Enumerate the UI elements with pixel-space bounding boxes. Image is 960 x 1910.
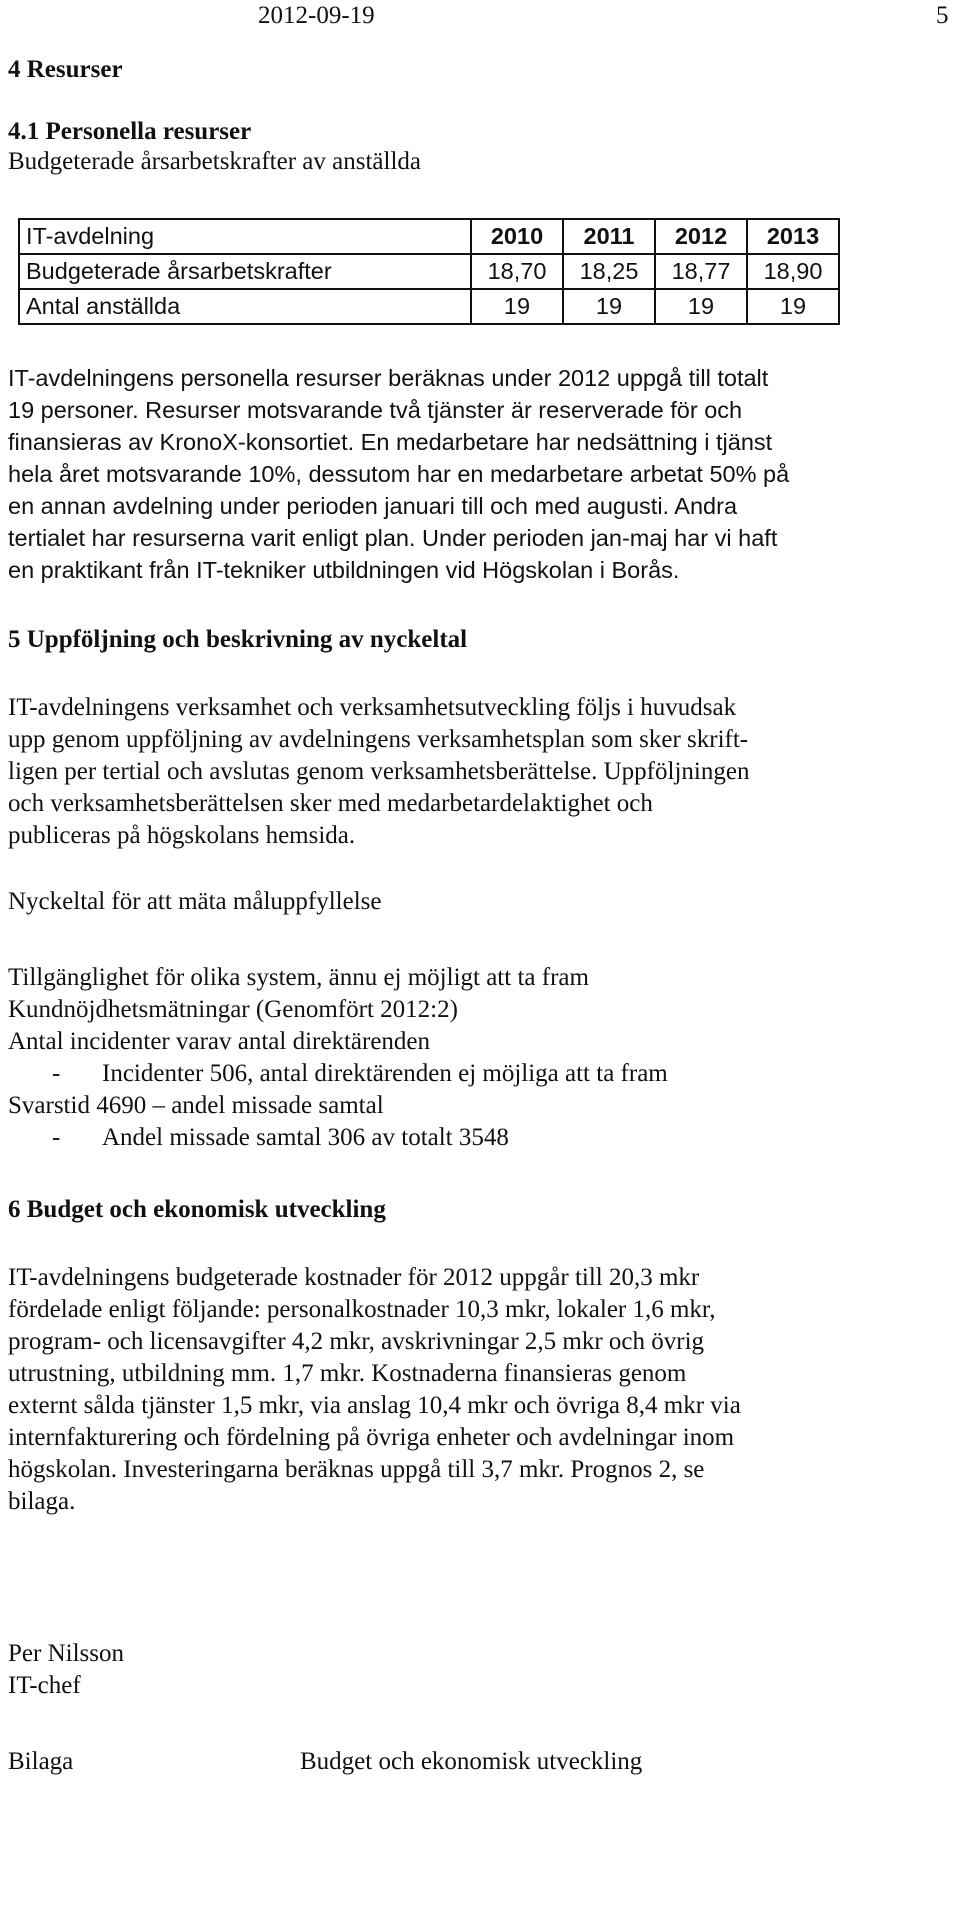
paragraph-line: fördelade enligt följande: personalkostnader 10,3 mkr, lokaler 1,6 mkr, bbox=[8, 1296, 716, 1323]
table-header-cell: 2012 bbox=[655, 219, 747, 254]
resources-table bbox=[18, 218, 840, 325]
table-cell: 19 bbox=[747, 289, 839, 324]
section-4-1-title: 4.1 Personella resurser bbox=[8, 118, 252, 145]
paragraph-line: internfakturering och fördelning på övriga enheter och avdelningar inom bbox=[8, 1424, 735, 1451]
kpi-item: Kundnöjdhetsmätningar (Genomfört 2012:2) bbox=[8, 996, 458, 1023]
paragraph-line: och verksamhetsberättelsen sker med medarbetardelaktighet och bbox=[8, 790, 653, 817]
paragraph-line: IT-avdelningens verksamhet och verksamhetsutveckling följs i huvudsak bbox=[8, 694, 737, 721]
signature-role: IT-chef bbox=[8, 1672, 81, 1699]
table-cell: 18,25 bbox=[563, 254, 655, 289]
paragraph-line: program- och licensavgifter 4,2 mkr, avskrivningar 2,5 mkr och övrig bbox=[8, 1328, 705, 1355]
table-row bbox=[19, 289, 839, 324]
paragraph-line: externt sålda tjänster 1,5 mkr, via anslag 10,4 mkr och övriga 8,4 mkr via bbox=[8, 1392, 741, 1419]
paragraph-line: en praktikant från IT-tekniker utbildningen vid Högskolan i Borås. bbox=[8, 557, 680, 583]
table-header-cell: 2010 bbox=[471, 219, 563, 254]
bullet-dash: - bbox=[52, 1060, 61, 1087]
table-cell: 19 bbox=[655, 289, 747, 324]
section-6-title: 6 Budget och ekonomisk utveckling bbox=[8, 1196, 386, 1223]
paragraph-line: en annan avdelning under perioden januari till och med augusti. Andra bbox=[8, 493, 738, 519]
kpi-item: Tillgänglighet för olika system, ännu ej möjligt att ta fram bbox=[8, 964, 589, 991]
paragraph-line: IT-avdelningens personella resurser beräknas under 2012 uppgå till totalt bbox=[8, 365, 769, 391]
paragraph-line: publiceras på högskolans hemsida. bbox=[8, 822, 356, 849]
kpi-item: Svarstid 4690 – andel missade samtal bbox=[8, 1092, 384, 1119]
paragraph-line: ligen per tertial och avslutas genom verksamhetsberättelse. Uppföljningen bbox=[8, 758, 750, 785]
table-header-cell: IT-avdelning bbox=[19, 219, 471, 254]
paragraph-line: IT-avdelningens budgeterade kostnader för 2012 uppgår till 20,3 mkr bbox=[8, 1264, 700, 1291]
kpi-subitem: Andel missade samtal 306 av totalt 3548 bbox=[102, 1124, 509, 1151]
table-header-cell: 2013 bbox=[747, 219, 839, 254]
table-row bbox=[19, 254, 839, 289]
paragraph-line: 19 personer. Resurser motsvarande två tjänster är reserverade för och bbox=[8, 397, 743, 423]
page-number: 5 bbox=[936, 2, 949, 29]
signature-name: Per Nilsson bbox=[8, 1640, 124, 1667]
table-header-cell: 2011 bbox=[563, 219, 655, 254]
table-cell: Budgeterade årsarbetskrafter bbox=[19, 254, 471, 289]
paragraph-line: bilaga. bbox=[8, 1488, 76, 1515]
table-cell: 18,70 bbox=[471, 254, 563, 289]
paragraph-line: finansieras av KronoX-konsortiet. En medarbetare har nedsättning i tjänst bbox=[8, 429, 773, 455]
attachment-title: Budget och ekonomisk utveckling bbox=[300, 1748, 643, 1775]
paragraph-line: högskolan. Investeringarna beräknas uppgå till 3,7 mkr. Prognos 2, se bbox=[8, 1456, 705, 1483]
table-cell: 19 bbox=[471, 289, 563, 324]
table-cell: Antal anställda bbox=[19, 289, 471, 324]
paragraph-line: hela året motsvarande 10%, dessutom har en medarbetare arbetat 50% på bbox=[8, 461, 790, 487]
paragraph-line: tertialet har resurserna varit enligt plan. Under perioden jan-maj har vi haft bbox=[8, 525, 778, 551]
table-header-row bbox=[19, 219, 839, 254]
paragraph-line: utrustning, utbildning mm. 1,7 mkr. Kostnaderna finansieras genom bbox=[8, 1360, 687, 1387]
section-5-title: 5 Uppföljning och beskrivning av nyckeltal bbox=[8, 626, 468, 653]
table-caption: Budgeterade årsarbetskrafter av anställda bbox=[8, 148, 421, 175]
kpi-item: Antal incidenter varav antal direktärenden bbox=[8, 1028, 431, 1055]
attachment-label: Bilaga bbox=[8, 1748, 74, 1775]
document-date: 2012-09-19 bbox=[258, 2, 375, 29]
kpi-heading: Nyckeltal för att mäta måluppfyllelse bbox=[8, 888, 382, 915]
table-cell: 18,77 bbox=[655, 254, 747, 289]
table-cell: 19 bbox=[563, 289, 655, 324]
bullet-dash: - bbox=[52, 1124, 61, 1151]
table-cell: 18,90 bbox=[747, 254, 839, 289]
kpi-subitem: Incidenter 506, antal direktärenden ej möjliga att ta fram bbox=[102, 1060, 668, 1087]
section-4-title: 4 Resurser bbox=[8, 56, 123, 83]
paragraph-line: upp genom uppföljning av avdelningens verksamhetsplan som sker skrift- bbox=[8, 726, 749, 753]
